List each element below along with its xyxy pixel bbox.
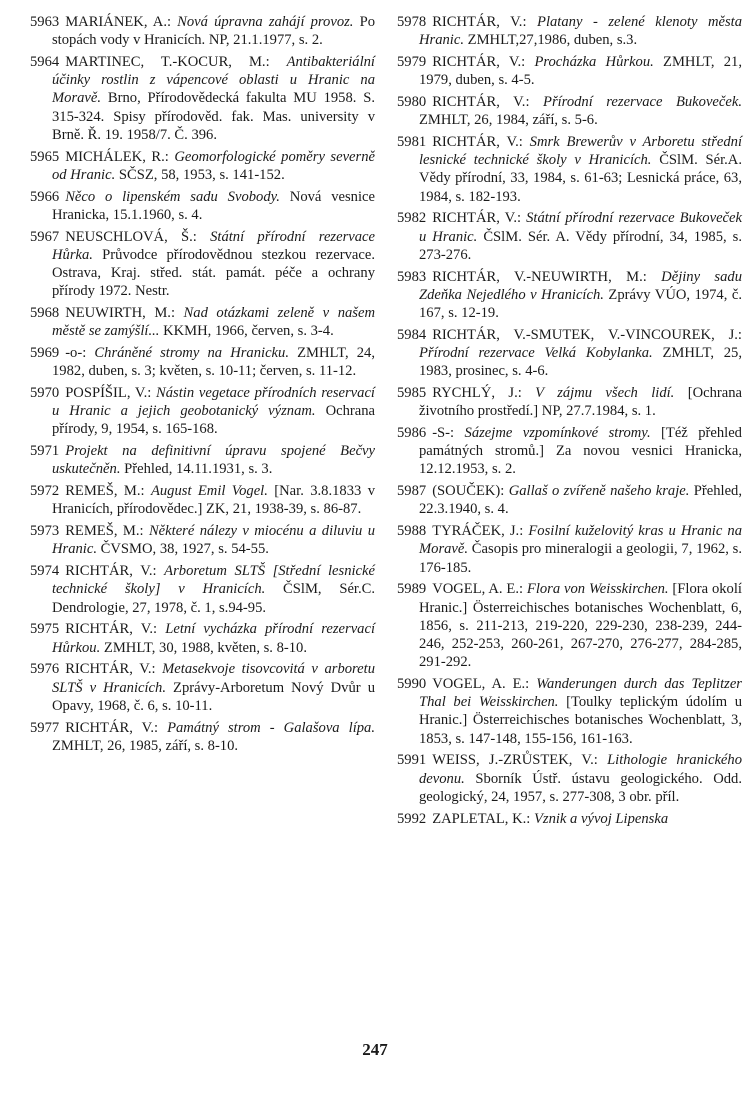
entry-title: August Emil Vogel. — [150, 483, 268, 500]
entry-title: Vznik a vývoj Lipenska — [533, 810, 669, 827]
bibliography-entry — [397, 209, 742, 264]
entry-title: Sázejme vzpomínkové stromy. — [464, 425, 651, 442]
entry-author: MICHÁLEK, R.: — [65, 148, 169, 165]
bibliography-entry — [30, 522, 375, 558]
entry-author: RICHTÁR, V.: — [432, 94, 530, 110]
entry-author: VOGEL, A. E.: — [432, 581, 524, 598]
bibliography-entry — [30, 304, 375, 340]
left-column — [30, 13, 375, 759]
bibliography-entry — [30, 482, 375, 518]
entry-author: -S-: — [432, 425, 455, 442]
entry-number: 5972 — [30, 483, 60, 500]
entry-publication: [Ochrana životního prostředí.] NP, 27.7.1984, s. 1. — [419, 385, 742, 420]
entry-number: 5980 — [397, 94, 427, 110]
entry-number: 5965 — [30, 148, 60, 165]
entry-author: REMEŠ, M.: — [65, 523, 144, 540]
entry-title: Flora von Weisskirchen. — [526, 581, 669, 598]
entry-publication: ČSlM. Sér.A. Vědy přírodní, 33, 1984, s. 61-63; Lesnická práce, 63, 1984, s. 182-193. — [419, 152, 742, 205]
entry-author: RICHTÁR, V.: — [65, 563, 157, 580]
entry-publication: ZMHLT, 24, 1982, duben, s. 3; květen, s. 10-11; červen, s. 11-12. — [52, 345, 375, 380]
bibliography-entry — [397, 93, 742, 129]
entry-author: RICHTÁR, V.: — [65, 621, 158, 638]
entry-number: 5969 — [30, 345, 60, 362]
bibliography-entry — [30, 620, 375, 656]
entry-number: 5979 — [397, 54, 427, 70]
entry-number: 5978 — [397, 14, 427, 30]
entry-author: RICHTÁR, V.: — [432, 54, 526, 70]
entry-number: 5963 — [30, 14, 60, 30]
entry-title: Nová úpravna zahájí provoz. — [177, 14, 354, 30]
entry-author: TYRÁČEK, J.: — [432, 523, 524, 540]
bibliography-entry — [397, 424, 742, 479]
entry-title: Metasekvoje tisovcovitá v arboretu SLTŠ v Hranicích. — [52, 661, 376, 696]
entry-author: NEUSCHLOVÁ, Š.: — [65, 228, 197, 245]
entry-author: MARTINEC, T.-KOCUR, M.: — [65, 54, 270, 70]
entry-title: Geomorfologické poměry severně od Hranic. — [52, 148, 375, 183]
entry-publication: Přehled, 14.11.1931, s. 3. — [124, 461, 273, 478]
entry-number: 5973 — [30, 523, 60, 540]
entry-number: 5966 — [30, 188, 60, 205]
entry-publication: Ochrana přírody, 9, 1954, s. 165-168. — [52, 403, 375, 438]
entry-number: 5991 — [397, 752, 427, 769]
bibliography-entry — [397, 580, 742, 671]
entry-title: Přírodní rezervace Velká Kobylanka. — [419, 345, 653, 362]
bibliography-entry — [30, 562, 375, 617]
entry-publication: Sborník Ústř. ústavu geologického. Odd. geologický, 24, 1957, s. 277-308, 3 obr. příl. — [419, 770, 742, 805]
entry-title: Něco o lipenském sadu Svobody. — [65, 188, 280, 205]
entry-number: 5984 — [397, 326, 427, 343]
entry-title: Projekt na definitivní úpravu spojené Bečvy uskutečněn. — [52, 443, 375, 478]
entry-number: 5985 — [397, 385, 427, 402]
entry-publication: ZMHLT, 30, 1988, květen, s. 8-10. — [103, 639, 307, 656]
entry-title: Památný strom - Galašova lípa. — [167, 719, 375, 736]
entry-title: Wanderungen durch das Teplitzer Thal bei Weisskirchen. — [419, 676, 742, 711]
entry-title: Letní vycházka přírodní rezervací Hůrkou. — [52, 621, 376, 656]
entry-publication: [Flora okolí Hranic.] Österreichisches botanisches Wochenblatt, 6, 1856, s. 211-213, 219-220, 229-230, 238-239, 244-246, 252-253, 260-261, 267-270, 276-277, 284-285, 291-292. — [419, 581, 742, 671]
entry-title: Gallaš o zvířeně našeho kraje. — [508, 483, 690, 500]
entry-title: Lithologie hranického devonu. — [419, 752, 742, 787]
entry-title: Chráněné stromy na Hranicku. — [94, 345, 289, 362]
entry-author: RICHTÁR, V.-SMUTEK, V.-VINCOUREK, J.: — [432, 326, 742, 343]
entry-publication: SČSZ, 58, 1953, s. 141-152. — [118, 166, 285, 183]
bibliography-entry — [30, 384, 375, 439]
entry-publication: KKMH, 1966, červen, s. 3-4. — [163, 323, 334, 340]
entry-number: 5982 — [397, 210, 427, 227]
entry-publication: Zprávy VÚO, 1974, č. 167, s. 12-19. — [419, 286, 742, 322]
entry-publication: ČSlM. Sér. A. Vědy přírodní, 34, 1985, s. 273-276. — [419, 228, 742, 263]
entry-title: Arboretum SLTŠ [Střední lesnické technické školy] v Hranicích. — [52, 563, 375, 598]
entry-author: MARIÁNEK, A.: — [65, 14, 172, 30]
bibliography-entry — [30, 53, 375, 144]
bibliography-entry — [397, 326, 742, 381]
entry-publication: ZMHLT, 21, 1979, duben, s. 4-5. — [419, 54, 742, 89]
entry-publication: [Toulky teplickým údolím u Hranic.] Österreichisches botanisches Wochenblatt, 3, 1853, s. 147-148, 155-156, 161-163. — [419, 694, 743, 747]
entry-number: 5977 — [30, 719, 60, 736]
entry-title: Nástin vegetace přírodních reservací u Hranic a jejich geobotanický význam. — [52, 385, 375, 420]
entry-number: 5986 — [397, 425, 427, 442]
entry-author: -o-: — [65, 345, 87, 362]
entry-title: Antibakteriální účinky rostlin z vápencové oblasti u Hranic na Moravě. — [52, 54, 375, 107]
bibliography-entry — [30, 344, 375, 380]
bibliography-entry — [30, 148, 375, 184]
entry-author: (SOUČEK): — [432, 483, 505, 500]
entry-author: RICHTÁR, V.: — [65, 719, 159, 736]
bibliography-entry — [30, 188, 375, 224]
entry-number: 5968 — [30, 305, 60, 322]
bibliography-entry — [397, 675, 742, 748]
entry-publication: ZMHLT, 25, 1983, prosinec, s. 4-6. — [419, 345, 742, 380]
bibliography-entry — [30, 228, 375, 301]
bibliography-entry — [397, 53, 742, 89]
entry-number: 5967 — [30, 228, 60, 245]
entry-title: Dějiny sadu Zdeňka Nejedlého v Hranicích. — [419, 268, 743, 303]
entry-author: RICHTÁR, V.-NEUWIRTH, M.: — [432, 268, 647, 285]
bibliography-entry — [30, 660, 375, 715]
entry-author: RICHTÁR, V.: — [65, 661, 156, 678]
entry-number: 5988 — [397, 523, 427, 540]
page-number: 247 — [362, 1040, 388, 1059]
entry-publication: Nová vesnice Hranicka, 15.1.1960, s. 4. — [52, 188, 375, 223]
entry-publication: ZMHLT, 26, 1984, září, s. 5-6. — [419, 112, 598, 129]
entry-title: Přírodní rezervace Bukoveček. — [543, 94, 742, 110]
entry-number: 5974 — [30, 563, 60, 580]
entry-publication: Průvodce přírodovědnou stezkou rezervace. Ostrava, Kraj. střed. stát. památ. péče a ochrany přírody 1972. Nestr. — [52, 246, 375, 300]
bibliography-entry — [397, 13, 742, 49]
entry-number: 5976 — [30, 661, 60, 678]
entry-publication: Brno, Přírodovědecká fakulta MU 1958. S. 315-324. Spisy přírodověd. fak. Mas. university v Brně. Ř. 19. 1958/7. Č. 396. — [52, 90, 376, 143]
entry-number: 5971 — [30, 443, 60, 460]
entry-title: Fosilní kuželovitý kras u Hranic na Moravě. — [419, 523, 743, 558]
entry-author: WEISS, J.-ZRŮSTEK, V.: — [432, 752, 598, 769]
bibliography-entry — [397, 522, 742, 577]
entry-publication: [Nar. 3.8.1833 v Hranicích, přírodovědec.] ZK, 21, 1938-39, s. 86-87. — [52, 483, 375, 518]
entry-number: 5983 — [397, 268, 427, 285]
entry-number: 5992 — [397, 810, 427, 827]
entry-author: RICHTÁR, V.: — [432, 134, 523, 150]
bibliography-entry — [397, 810, 742, 828]
entry-publication: Časopis pro mineralogii a geologii, 7, 1962, s. 176-185. — [419, 541, 742, 576]
entry-title: Státní přírodní rezervace Hůrka. — [52, 228, 375, 263]
entry-publication: ZMHLT, 26, 1985, září, s. 8-10. — [52, 737, 239, 754]
bibliography-entry — [397, 384, 742, 420]
entry-publication: ČVSMO, 38, 1927, s. 54-55. — [100, 541, 269, 558]
bibliography-entry — [30, 13, 375, 49]
entry-title: Nad otázkami zeleně v našem městě se zamýšlí... — [52, 305, 375, 340]
entry-number: 5970 — [30, 385, 60, 402]
entry-title: Některé nálezy v miocénu a diluviu u Hranic. — [52, 523, 375, 558]
entry-author: ZAPLETAL, K.: — [432, 810, 531, 827]
entry-author: RICHTÁR, V.: — [432, 14, 527, 30]
entry-publication: Zprávy-Arboretum Nový Dvůr u Opavy, 1968, č. 6, s. 10-11. — [52, 679, 375, 714]
bibliography-entry — [30, 719, 375, 755]
entry-number: 5964 — [30, 54, 60, 70]
entry-publication: [Též přehled památných stromů.] Za novou vesnici Hranicka, 12.12.1953, s. 2. — [419, 425, 742, 478]
entry-author: RYCHLÝ, J.: — [432, 385, 522, 402]
entry-number: 5975 — [30, 621, 60, 638]
entry-author: RICHTÁR, V.: — [432, 210, 522, 227]
entry-publication: Přehled, 22.3.1940, s. 4. — [419, 483, 742, 518]
bibliography-entry — [397, 133, 742, 206]
entry-number: 5987 — [397, 483, 427, 500]
entry-number: 5989 — [397, 581, 427, 598]
entry-author: REMEŠ, M.: — [65, 483, 145, 500]
entry-title: V zájmu všech lidí. — [535, 385, 675, 402]
entry-number: 5990 — [397, 676, 427, 693]
entry-number: 5981 — [397, 134, 427, 150]
bibliography-entry — [397, 268, 742, 323]
bibliography-entry — [30, 442, 375, 478]
bibliography-entry — [397, 482, 742, 518]
bibliography-entry — [397, 751, 742, 806]
entry-author: NEUWIRTH, M.: — [65, 305, 175, 322]
entry-publication: ZMHLT,27,1986, duben, s.3. — [467, 32, 638, 49]
entry-author: VOGEL, A. E.: — [432, 676, 530, 693]
entry-publication: ČSlM, Sér.C. Dendrologie, 27, 1978, č. 1, s.94-95. — [52, 581, 376, 616]
right-column — [397, 13, 742, 831]
entry-title: Smrk Brewerův v Arboretu střední lesnické technické školy v Hranicích. — [419, 134, 743, 169]
entry-author: POSPÍŠIL, V.: — [65, 385, 152, 402]
entry-title: Platany - zelené klenoty města Hranic. — [419, 14, 742, 49]
entry-title: Procházka Hůrkou. — [534, 54, 654, 70]
entry-publication: Po stopách vody v Hranicích. NP, 21.1.1977, s. 2. — [52, 14, 376, 49]
entry-title: Státní přírodní rezervace Bukoveček u Hranic. — [419, 210, 742, 245]
